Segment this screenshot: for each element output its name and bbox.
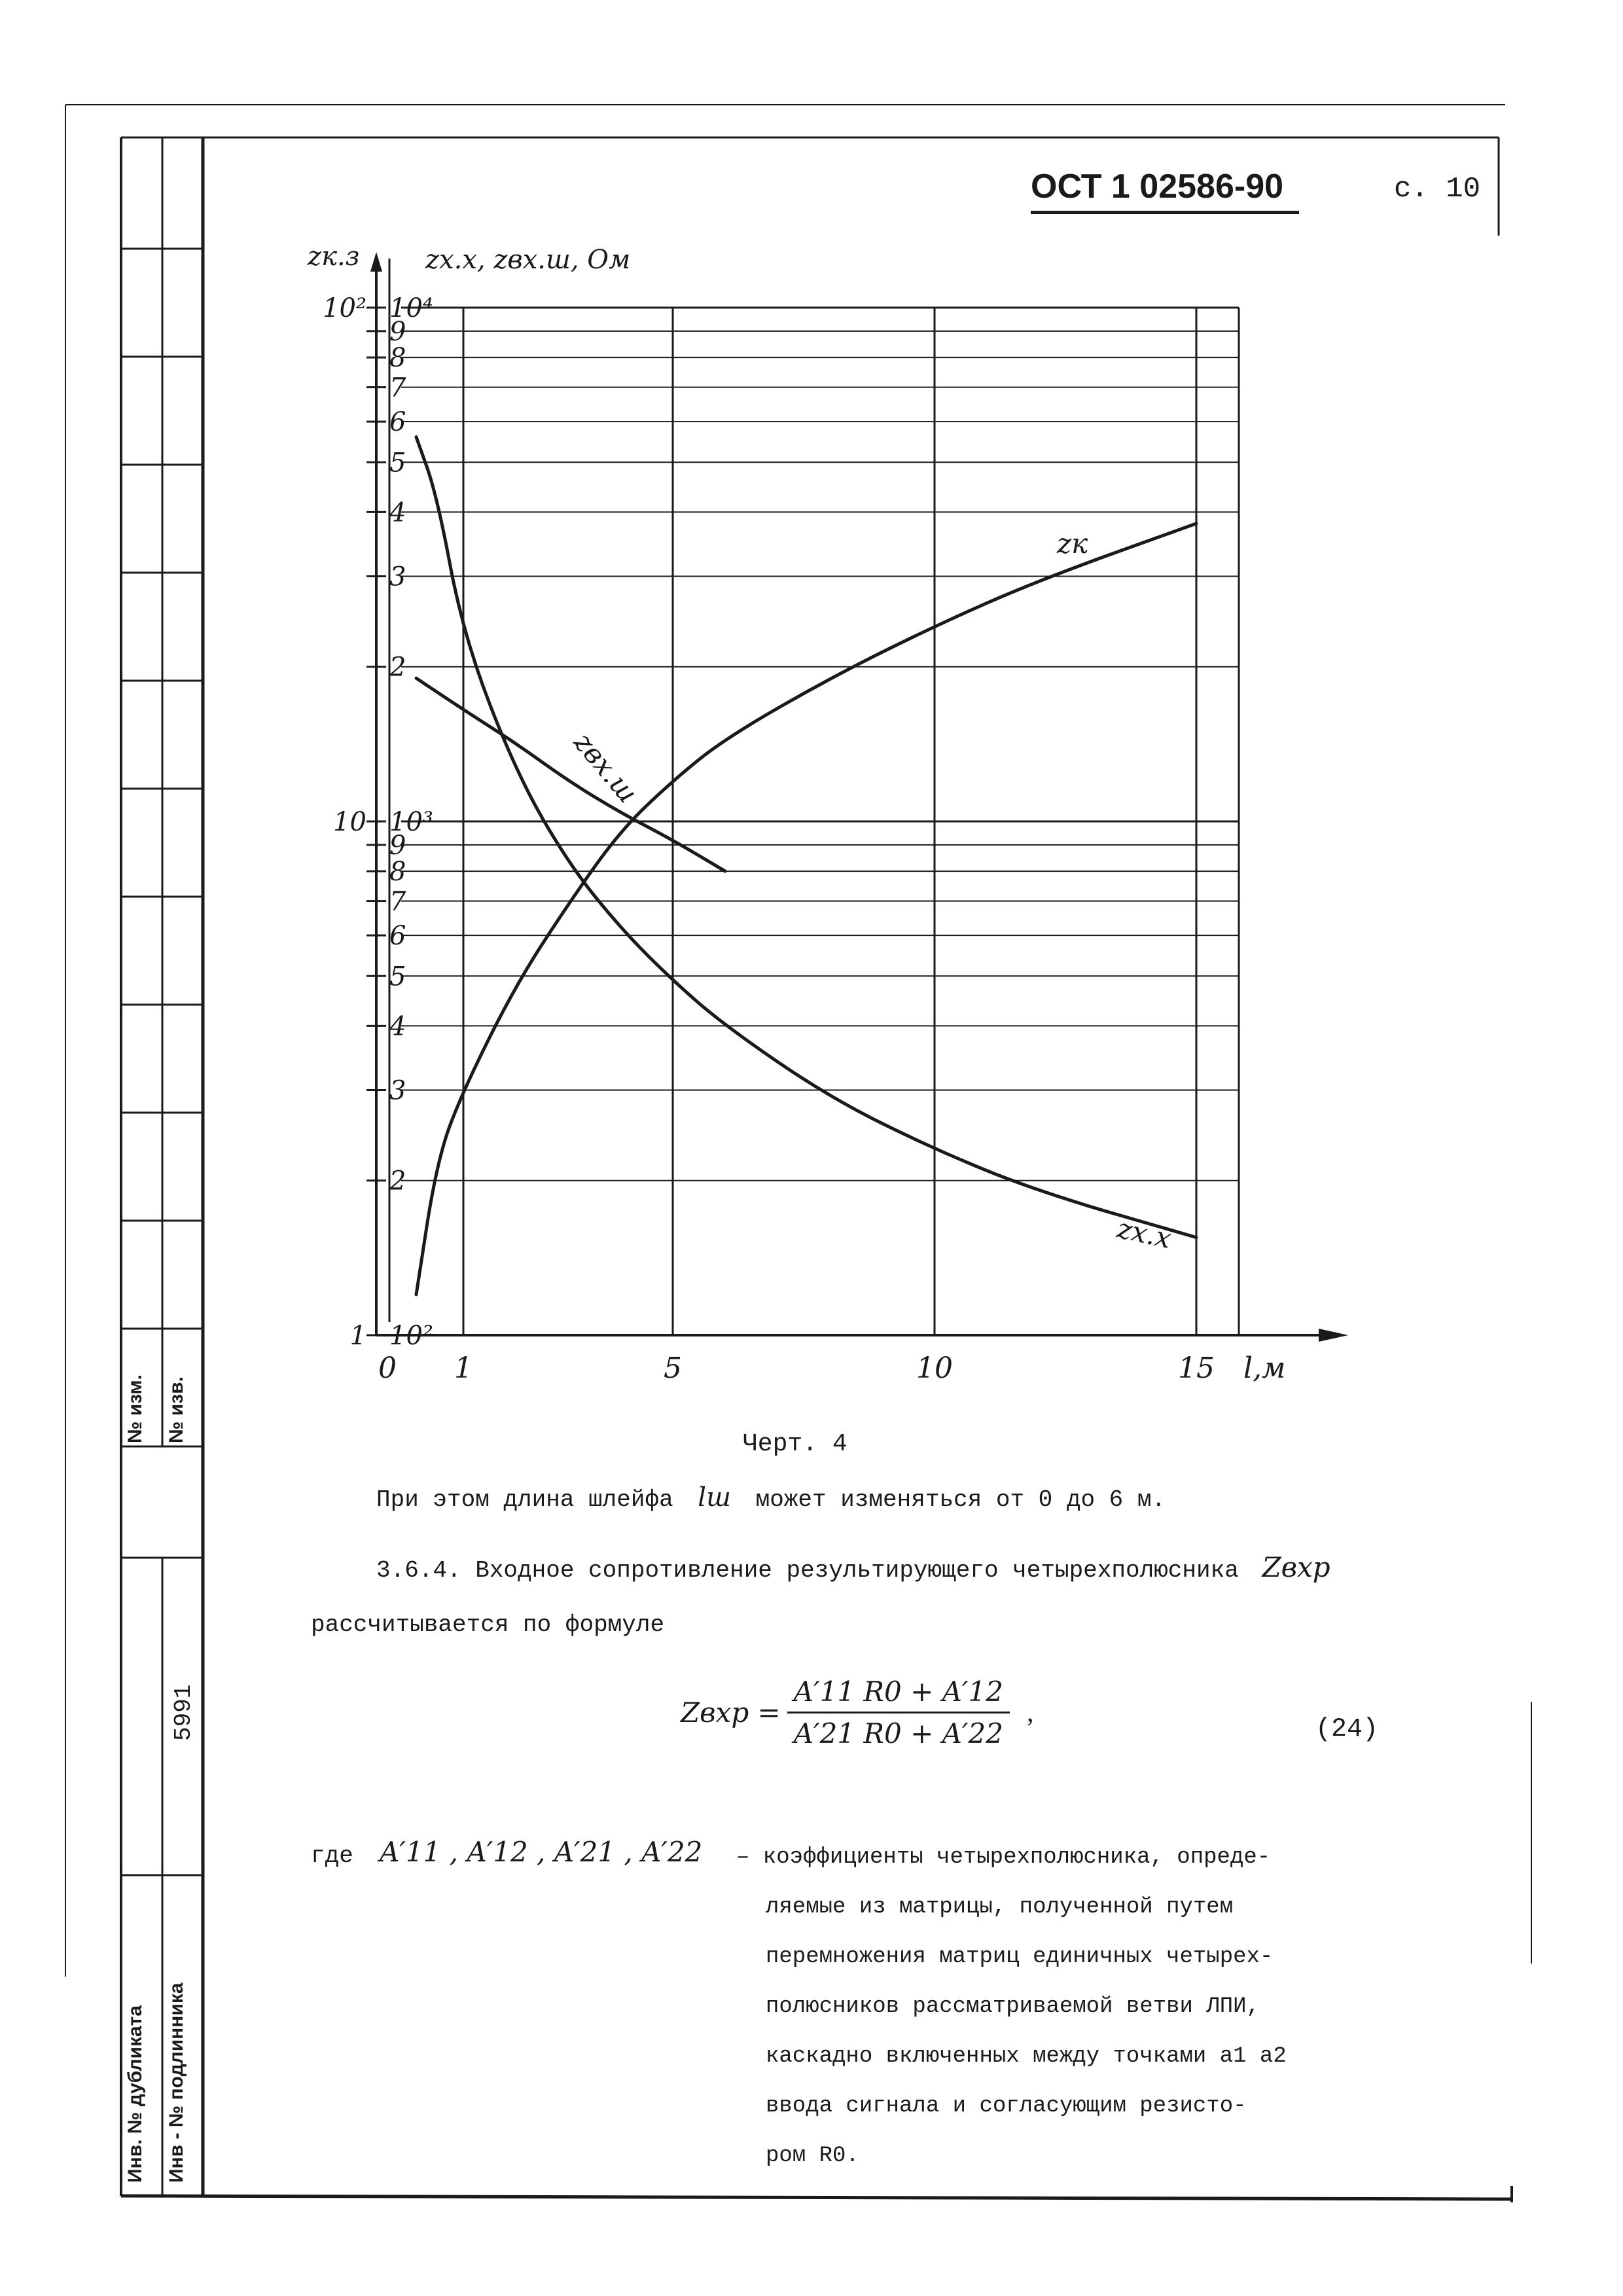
desc-line-3: перемножения матриц единичных четырех- <box>766 1945 1274 1969</box>
paragraph-1-text: При этом длина шлейфа <box>376 1486 673 1513</box>
chart-labels <box>307 242 1286 1385</box>
desc-line-1: – коэффициенты четырехполюсника, опреде- <box>736 1845 1271 1870</box>
y-axis-title-left: zк.з <box>308 242 360 272</box>
stamp-inv-original: Инв - № подлинника <box>166 1982 187 2183</box>
formula-24 <box>681 1676 1033 1749</box>
x-axis-title: l,м <box>1243 1352 1286 1385</box>
x-axis-arrow <box>1319 1329 1348 1342</box>
paragraph-2 <box>376 1551 1330 1584</box>
where-description <box>736 1833 1287 2181</box>
formula-fraction <box>787 1676 1010 1749</box>
y-tick-label-right: 5 <box>389 961 406 992</box>
x-tick-label: 15 <box>1178 1352 1215 1385</box>
desc-line-5: каскадно включенных между точками a1 a2 <box>766 2044 1287 2069</box>
paragraph-2-text: 3.6.4. Входное сопротивление результирующего четырехполюсника <box>376 1557 1239 1584</box>
x-tick-label: 5 <box>664 1352 682 1385</box>
var-z-vx-p: Zвхр <box>1262 1551 1330 1583</box>
y-tick-label-right: 9 <box>389 830 406 861</box>
desc-line-2: ляемые из матрицы, полученной путем <box>766 1895 1234 1920</box>
paragraph-3: рассчитывается по формуле <box>311 1611 665 1638</box>
y-tick-label-right: 2 <box>389 1166 406 1196</box>
desc-line-7: ром R0. <box>766 2144 859 2168</box>
y-tick-label-right: 10² <box>389 1321 433 1351</box>
y-tick-label-right: 7 <box>389 886 406 917</box>
y-tick-label-right: 10⁴ <box>389 293 433 323</box>
paragraph-1 <box>376 1482 1166 1513</box>
formula-numerator: A′11 R0 + A′12 <box>787 1676 1010 1713</box>
chart-series <box>416 437 1196 1295</box>
x-tick-label: 0 <box>378 1352 397 1385</box>
x-tick-label: 1 <box>454 1352 473 1385</box>
y-tick-label-right: 3 <box>389 562 406 592</box>
stamp-inv-number: 5991 <box>170 1684 197 1741</box>
chart-grid <box>401 308 1239 1335</box>
stamp-inv-duplicate: Инв. № дубликата <box>124 2005 146 2183</box>
y-axis-arrow <box>370 252 382 272</box>
series-label: zк <box>1057 528 1088 560</box>
page-number: с. 10 <box>1394 173 1481 206</box>
y-tick-label-right: 4 <box>389 1011 406 1042</box>
y-axis-title-right: zх.х, zвх.ш, Ом <box>425 245 631 275</box>
chart-ticks <box>366 308 386 1335</box>
y-tick-label-right: 7 <box>389 372 406 403</box>
x-tick-label: 10 <box>916 1352 953 1385</box>
stamp-izm-label: № изм. <box>124 1374 146 1443</box>
y-tick-label-right: 8 <box>389 343 406 374</box>
formula-lhs: Zвхр = <box>681 1696 781 1729</box>
paragraph-1-end: может изменяться от 0 до 6 м. <box>755 1486 1166 1513</box>
y-tick-label-right: 3 <box>389 1075 406 1106</box>
formula-number: (24) <box>1315 1715 1379 1744</box>
stamp-izv-label: № изв. <box>166 1376 187 1443</box>
figure-caption: Черт. 4 <box>743 1430 847 1458</box>
series-line <box>416 524 1196 1295</box>
y-tick-label-right: 6 <box>389 407 406 438</box>
chart-axes <box>370 252 1348 1342</box>
y-tick-label-right: 9 <box>389 316 406 347</box>
y-tick-label-right: 4 <box>389 497 406 528</box>
where-label: где <box>311 1842 353 1869</box>
y-tick-label-left: 1 <box>349 1321 366 1351</box>
formula-denominator: A′21 R0 + A′22 <box>793 1717 1003 1749</box>
y-tick-label-left: 10² <box>323 293 366 323</box>
desc-line-4: полюсников рассматриваемой ветви ЛПИ, <box>766 1994 1260 2019</box>
y-tick-label-right: 8 <box>389 857 406 888</box>
desc-line-6: ввода сигнала и согласующим резисто- <box>766 2094 1247 2119</box>
y-tick-label-right: 5 <box>389 448 406 478</box>
where-variables: A′11 , A′12 , A′21 , A′22 <box>380 1836 703 1868</box>
y-tick-label-left: 10 <box>333 807 366 837</box>
formula-comma: , <box>1026 1697 1034 1728</box>
standard-number: ОСТ 1 02586-90 <box>1031 168 1284 206</box>
y-tick-label-right: 10³ <box>389 807 433 837</box>
series-label: zх.х <box>1114 1211 1175 1255</box>
y-tick-label-right: 6 <box>389 921 406 952</box>
y-tick-label-right: 2 <box>389 652 406 683</box>
series-label: zвх.ш <box>567 726 645 809</box>
var-l-sh: lш <box>698 1482 731 1513</box>
